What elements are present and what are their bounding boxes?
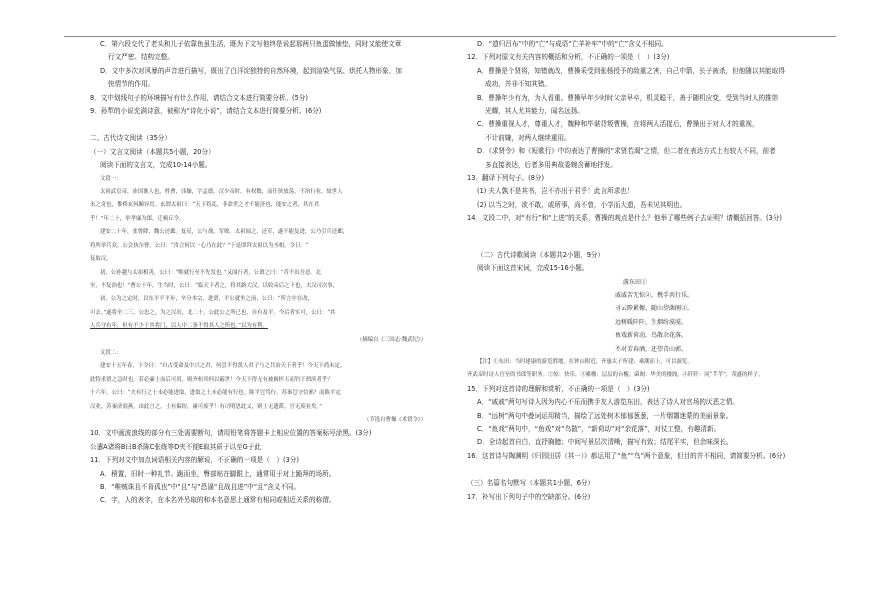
passage-2-line: 建安十五年春，下令曰：“自古受命及中兴之君，何尝不得贤人君子与之共治天下者乎！今天下尚未定， [100,363,346,370]
question-13-item-1: (1) 夫人孰不是其书，岂不亦出于君乎！此言所求也！ [477,187,634,196]
passage-1-line: 至，不复治也！”曹公十年，生当时，公曰：“临天下者之，将其路大汉，以收帝后之下也，夫汉可次事， [90,282,339,289]
poem-line: 寻云陟累榭，随山望菌阁③。 [615,305,694,313]
q7-option-c-line2: 行文严密、结构完整。 [108,53,174,62]
question-11-option-a: A．稍置，旧时一种礼节。跪而坐，臀部贴在脚跟上，通常用于对上跪拜的场所。 [100,469,336,478]
poem-line: 戚戚苦无惊②，携手共行乐。 [615,291,694,299]
question-9: 9．孙犁的小说充满诗意，被称为“诗化小说”，请结合文本进行简要分析。(6分) [90,107,322,116]
subsection-3-title: （三）名篇名句默写（本题共1小题，6分） [467,479,595,488]
top-rule [64,36,836,37]
subsection-1-instruction: 阅读下面的文言文，完成10-14小题。 [100,161,212,170]
passage-1-line: 未之奇也，惟桥玄何颙异焉。玄谓太祖曰：“天下将乱，非命世之才不能济也，能安之者，其在君 [90,202,320,209]
q7-option-d-line2: 快情节的作用。 [108,80,155,89]
question-16: 16．这首诗与陶渊明《归园田居（其一）》都运用了“鱼”“鸟”两个意象，但目的并不相同，请简要分析。(6分) [467,451,786,460]
question-15-option-d: D．全诗起首自白，直抒胸臆；中间写景层次清晰，描写有致；结尾平实，但余味深长。 [477,438,733,447]
passage-1-line: 太祖武皇帝，沛国谯人也，姓曹，讳操，字孟德。汉少帝时，有权数，而任侠放荡，不治行业，故世人 [100,189,343,196]
subsection-2-instruction: 阅读下面这首宋词，完成15-16小题。 [477,264,589,273]
question-12-option-b-line1: B．曹操年少有为，为人看重。曹操早年少时时父亲早卒，机灵聪干，善于随机应变，受到当时人的推崇 [477,93,779,102]
poem-line: 不对芳春酒，还望青山郭。 [615,345,688,353]
passage-1-line: 建安二十年，张鲁降，魏公还邺。复反，公与战，军败。太祖闻之，还军，遂不能复进，公乃引兵还邺， [100,229,348,236]
passage-2-line: 十六年，公曰：“夫有行之士未必能进取，进取之士未必能有行也。陈平岂笃行，苏秦岂守信邪？而陈平定 [90,390,341,397]
question-12-option-c-line2: 不计前嫌，对两人继续重用。 [485,133,571,142]
subsection-2-title: （二）古代诗歌阅读（本题共2小题，9分） [477,250,605,259]
question-12-option-b-line2: 光耀，其人尤其能力，闻名远扬。 [485,107,584,116]
question-11-option-d: D．“遗归吕布”中的“亡”与成语“亡羊补牢”中的“亡”含义不相同。 [477,40,668,48]
passage-1-source: （摘编自《三国志·魏武纪》） [356,336,426,343]
passage-2-source: （节选自曹操《求贤令》） [364,416,426,423]
poem-note-line2: 齐武帝时诗人官至尚书郎等职务。②惊：快乐。③累榭：层层的台榭，菌阁：华美的楼阁。④阡阡：同“芊芊”，茂盛的样子。 [467,372,764,379]
question-10-options: 公遣A诸将B曰B杀陈C张练等D夹不便E取其质于以至G于此 [90,442,261,451]
q7-option-c-line1: C．第六段交代了老头和儿子依靠鱼虽生活，既为下文写他终是说起那两只鱼蛋做铺垫，同时又能使文章 [100,40,402,48]
passage-1-line: 初，公为之定时，以东平平平步，卒分本宗，进贤，平公就坐之前，公曰：“所言中在改， [100,296,313,303]
question-12-option-a-line2: 成功，并非不知其错。 [485,80,551,89]
passage-1-line: 将所举兵众。公会执尔曹，公曰：“汝言何以一心乃在此？”于是即拜太祖以为丞相，令日：“ [90,242,309,249]
question-11: 11．下列对文中加点词语相关内容的解说，不正确的一项是（ ）(3分) [90,456,299,465]
question-8: 8．文中划线句子的环境描写有什么作用，请结合文本进行简要分析。(5分) [90,93,308,102]
question-12-option-d-line1: D．《求贤令》和《短歌行》中均表达了曹操的“求贤若渴”之情，但二者在表达方式上有较大不同，前者 [477,147,776,156]
question-10: 10．文中画波浪线的部分有三处需要断句，请用铅笔将答题卡上相应位置的答案标号涂黑。(3分) [90,429,372,438]
section-2-title: 二、古代诗文阅读（35分） [90,134,171,143]
question-15-option-a: A．“戚戚”两句写诗人因为内心不乐而携手友人游览东田，表达了诗人对官场的厌恶之情。 [477,398,739,407]
passage-1-line: 初，公孙越与太祖相善，公曰：“唯就行至不先发也。”又闻行者，公谓之曰：“昔不出吾意。北 [100,269,322,276]
passage-1-label: 文段一： [100,175,122,182]
poem-title: 游东田① [623,278,648,286]
question-17: 17．补写出下列句子中的空缺部分。(6分) [467,492,591,501]
poem-line: 鱼戏新荷动，鸟散余花落。 [615,332,688,340]
q7-option-d-line1: D．文中多次对风暴的声音进行描写，既出了白洋淀独特的自然环境，起到渲染气氛、烘托人物形象、加 [100,66,402,75]
question-13-item-2: (2) 以当之时，欲不敢，或所事，尚不曾，小学而大遗，吾未见其明也。 [477,200,687,209]
passage-2-line: 此特求贤之急时也。若必廉士而后可用，则齐桓其何以霸世！今天下得无有被褐怀玉而钓于渭滨者乎？ [90,376,333,383]
right-column [467,38,819,504]
passage-2-line: 汉业，苏秦济弱燕。由此言之，士有偏短，庸可废乎！有司明思此义，则士无遗滞，官无废业矣。” [90,403,322,410]
question-13: 13．翻译下列句子。(8分) [467,174,545,183]
question-12-option-d-line2: 多直接表达，后者多用典故委婉含蓄地抒发。 [485,160,617,169]
poem-note-line1: 【注】①东田：当时建康的游览胜地，在钟山附近，齐惠太子所建；乘潮而上，可以游览。 [477,358,693,365]
question-12: 12．下列对原文有关内容的概括和分析，不正确的一项是（ ）(3分) [467,53,670,62]
question-12-option-a-line1: A．曹操是个贤将，知错就改，曹操采受到张杨授予的敌重之害，自己中箭，长子被杀，但他随以其能取得 [477,66,785,75]
question-11-option-b: B．“唯贼诛且不肯孤也”中“且”与“恐逼“且战且进”中“且”含义不同。 [100,483,301,491]
passage-1-line: 可去。”遂将至二三，公忠之，为之汉出，北二十，公此公之所已也，自有及平，今后者实可，公曰：“其 [90,309,336,316]
subsection-1-title: （一）文言文阅读（本题共5小题，20分） [90,147,215,156]
question-15: 15．下列对这首诗的理解和赏析，不正确的一项是（ ）(3分) [467,384,650,393]
left-column [90,38,444,508]
passage-1-line: 乎！”年二十，举孝廉为郎，迁顿丘令。 [90,215,185,222]
passage-2-label: 文段二： [100,349,122,356]
poem-line: 远树暖阡阡，生烟纷漠漠。 [615,318,688,326]
passage-1-line: 复取汉。 [90,256,112,263]
question-12-option-c-line1: C．曹操重视人才，尊重人才，魏种和毕谌背叛曹操，在将两人活捉后，曹操出于对人才的重视， [477,120,759,129]
question-15-option-c: C．“鱼戏”两句中，“鱼戏”对“鸟散”，“新荷动”对“余花落”，对仗工整，有趣清新。 [477,424,721,433]
question-14: 14．文段二中，对“有行”和“上进”的关系，曹操的观点是什么？他举了哪些例子去证明？请概括回答。(3分) [467,214,782,223]
question-11-option-c: C．字，人的表字，在本名外另取的和本名意思上通常有相同或相近关系的称谓。 [100,496,336,505]
question-15-option-b: B．“远树”两句中叠词运用精当，描绘了远处树木郁郁葱葱，一片烟霭迷蒙的美丽景象。 [477,411,733,420]
passage-1-line: 人兵守有年，但有不少于其将门，以人中二事不得其人之所也。”以为有利。 [90,323,268,330]
